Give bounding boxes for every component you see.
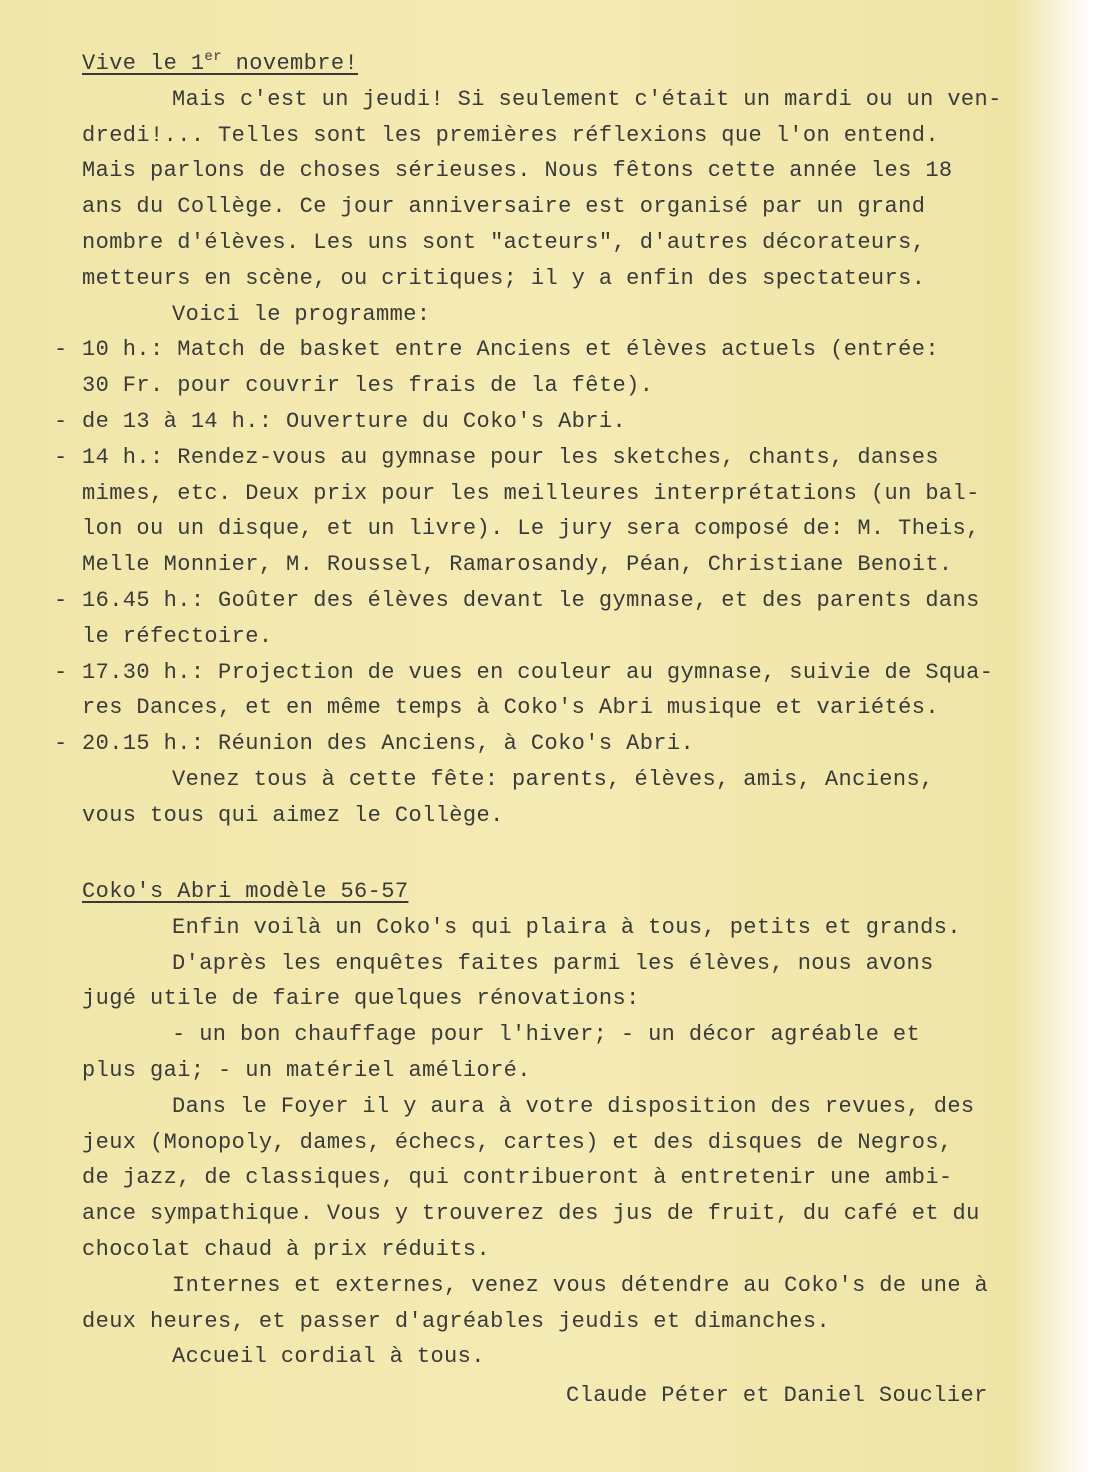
program-item [54, 404, 1072, 440]
program-intro: Voici le programme: [172, 301, 431, 327]
program-item-continuation: lon ou un disque, et un livre). Le jury sera composé de: M. Theis, [82, 516, 980, 542]
bullet-dash: - [54, 444, 68, 470]
program-item [54, 726, 1072, 762]
signature: Claude Péter et Daniel Souclier [566, 1383, 988, 1408]
bullet-dash: - [54, 731, 68, 757]
title-text-end: novembre! [222, 51, 359, 76]
paragraph-line: Enfin voilà un Coko's qui plaira à tous, petits et grands. [172, 914, 961, 940]
paragraph-line: metteurs en scène, ou critiques; il y a enfin des spectateurs. [82, 265, 926, 291]
coko-paragraphs [82, 910, 1072, 1375]
section-fete [54, 46, 1072, 834]
bullet-dash: - [54, 659, 68, 685]
program-list [54, 332, 1072, 762]
paragraph-line: Mais c'est un jeudi! Si seulement c'était un mardi ou un ven- [172, 86, 1002, 112]
program-item [54, 440, 1072, 476]
program-item-text: de 13 à 14 h.: Ouverture du Coko's Abri. [82, 408, 627, 434]
program-item-text: 10 h.: Match de basket entre Anciens et élèves actuels (entrée: [82, 337, 939, 363]
paragraph-line: chocolat chaud à prix réduits. [82, 1236, 491, 1262]
program-item [54, 655, 1072, 691]
paragraph-line: D'après les enquêtes faites parmi les élèves, nous avons [172, 950, 934, 976]
paragraph-line: deux heures, et passer d'agréables jeudis et dimanches. [82, 1308, 831, 1334]
paragraph-line: Internes et externes, venez vous détendre au Coko's de une à [172, 1272, 989, 1298]
paragraph-line: Dans le Foyer il y aura à votre disposition des revues, des [172, 1093, 975, 1119]
program-item [54, 332, 1072, 368]
paragraph-line: Accueil cordial à tous. [172, 1344, 485, 1370]
program-item-continuation: 30 Fr. pour couvrir les frais de la fête). [82, 373, 654, 399]
paragraph-line: jugé utile de faire quelques rénovations: [82, 986, 640, 1012]
paragraph-line: nombre d'élèves. Les uns sont "acteurs", d'autres décorateurs, [82, 229, 926, 255]
intro-paragraph [82, 82, 1072, 297]
bullet-dash: - [54, 587, 68, 613]
section-coko [82, 874, 1072, 1375]
program-item-continuation: mimes, etc. Deux prix pour les meilleures interprétations (un bal- [82, 480, 980, 506]
closing-line: Venez tous à cette fête: parents, élèves, amis, Anciens, [172, 766, 934, 792]
program-item-continuation: res Dances, et en même temps à Coko's Abri musique et variétés. [82, 695, 939, 721]
program-item-continuation: Melle Monnier, M. Roussel, Ramarosandy, Péan, Christiane Benoit. [82, 552, 953, 578]
program-item-text: 14 h.: Rendez-vous au gymnase pour les sketches, chants, danses [82, 444, 939, 470]
paragraph-line: Mais parlons de choses sérieuses. Nous fêtons cette année les 18 [82, 158, 953, 184]
closing-line: vous tous qui aimez le Collège. [82, 802, 504, 828]
title-text: Vive le 1 [82, 51, 205, 76]
program-item-text: 20.15 h.: Réunion des Anciens, à Coko's Abri. [82, 731, 695, 757]
program-item-continuation: le réfectoire. [82, 623, 273, 649]
paragraph-line: de jazz, de classiques, qui contribueront à entretenir une ambi- [82, 1165, 953, 1191]
bullet-dash: - [54, 408, 68, 434]
bullet-dash: - [54, 337, 68, 363]
paragraph-line: ans du Collège. Ce jour anniversaire est organisé par un grand [82, 194, 926, 220]
paragraph-line: ance sympathique. Vous y trouverez des jus de fruit, du café et du [82, 1201, 980, 1227]
section-title-fete [82, 46, 1072, 82]
section-title-coko: Coko's Abri modèle 56-57 [82, 879, 409, 904]
program-item-text: 16.45 h.: Goûter des élèves devant le gymnase, et des parents dans [82, 587, 980, 613]
paragraph-line: dredi!... Telles sont les premières réflexions que l'on entend. [82, 122, 939, 148]
title-superscript: er [204, 49, 223, 65]
paragraph-line: plus gai; - un matériel amélioré. [82, 1057, 531, 1083]
program-item-text: 17.30 h.: Projection de vues en couleur au gymnase, suivie de Squa- [82, 659, 994, 685]
scan-edge [1092, 0, 1102, 1472]
paragraph-line: jeux (Monopoly, dames, échecs, cartes) et des disques de Negros, [82, 1129, 953, 1155]
paragraph-line: - un bon chauffage pour l'hiver; - un décor agréable et [172, 1022, 921, 1048]
program-item [54, 583, 1072, 619]
